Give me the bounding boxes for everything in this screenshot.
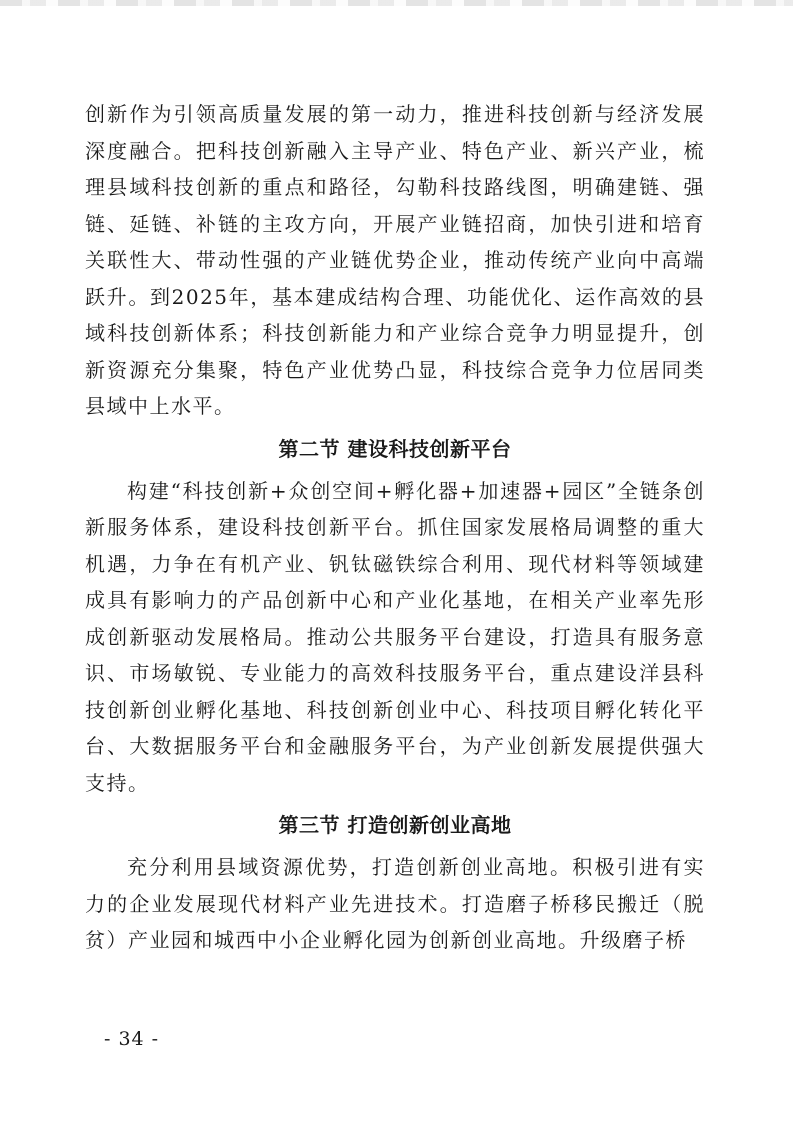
paragraph-intro: 创新作为引领高质量发展的第一动力，推进科技创新与经济发展深度融合。把科技创新融入主导产业、特色产业、新兴产业，梳理县域科技创新的重点和路径，勾勒科技路线图，明确建链、强链、延链、补链的主攻方向，开展产业链招商，加快引进和培育关联性大、带动性强的产业链优势企业，推动传统产业向中高端跃升。到2025年，基本建成结构合理、功能优化、运作高效的县域科技创新体系；科技创新能力和产业综合竞争力明显提升，创新资源充分集聚，特色产业优势凸显，科技综合竞争力位居同类县域中上水平。 xyxy=(85,102,705,418)
paragraph-section-3: 充分利用县域资源优势，打造创新创业高地。积极引进有实力的企业发展现代材料产业先进技术。打造磨子桥移民搬迁（脱贫）产业园和城西中小企业孵化园为创新创业高地。升级磨子桥 xyxy=(85,855,705,952)
document-body xyxy=(85,96,705,959)
paragraph-section-2: 构建“科技创新+众创空间+孵化器+加速器+园区”全链条创新服务体系，建设科技创新平台。抓住国家发展格局调整的重大机遇，力争在有机产业、钒钛磁铁综合利用、现代材料等领域建成具有影响力的产品创新中心和产业化基地，在相关产业率先形成创新驱动发展格局。推动公共服务平台建设，打造具有服务意识、市场敏锐、专业能力的高效科技服务平台，重点建设洋县科技创新创业孵化基地、科技创新创业中心、科技项目孵化转化平台、大数据服务平台和金融服务平台，为产业创新发展提供强大支持。 xyxy=(85,478,705,795)
section-heading-3: 第三节 打造创新创业高地 xyxy=(278,813,512,837)
scan-edge-artifact xyxy=(0,0,793,6)
section-heading-2: 第二节 建设科技创新平台 xyxy=(278,436,512,461)
page-number: - 34 - xyxy=(104,1028,160,1050)
